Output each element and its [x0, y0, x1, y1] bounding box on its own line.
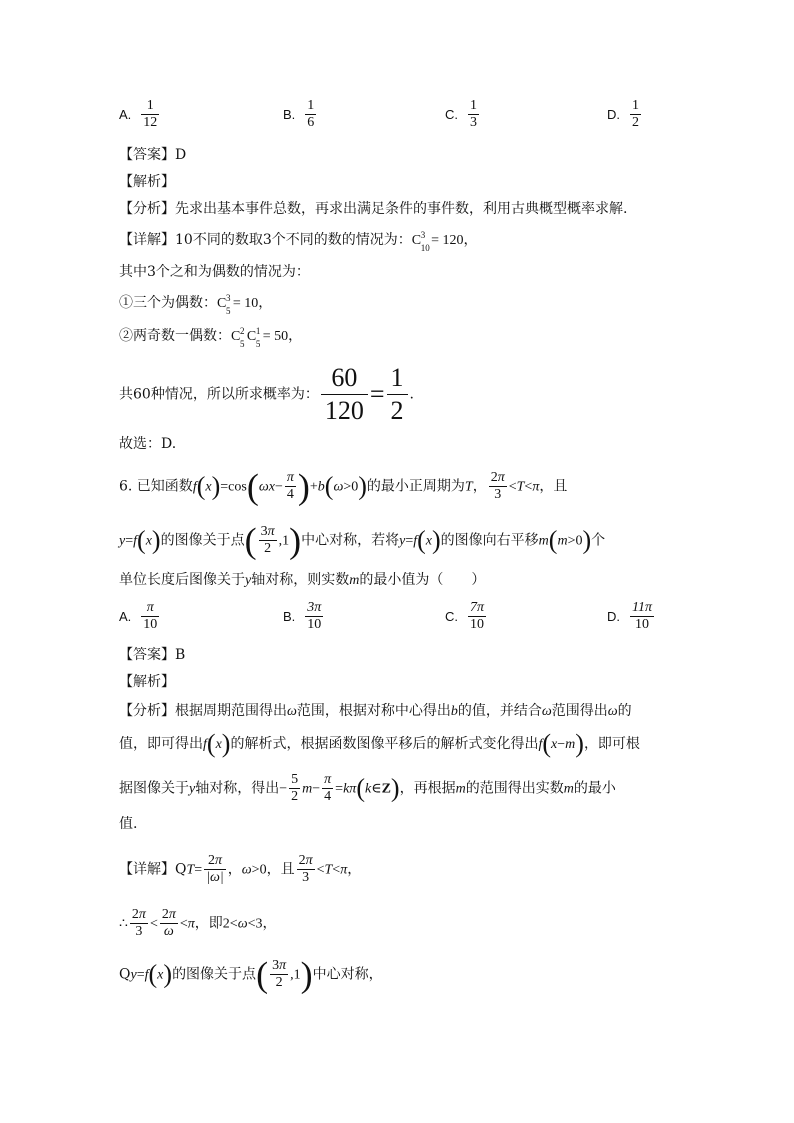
option-fraction: $\frac{1}{2}$ — [632, 98, 639, 130]
q6-fenxi-line3: 据图像关于y轴对称，得出− $\frac{5}{2}$ m− $\frac{\pi}{4}$ =kπ(k∈Z)，再根据m的范围得出实数m的最小 — [119, 772, 616, 804]
q5-detail-expr: = 120， — [431, 233, 478, 248]
combination-c-5-2: C 2 5 — [231, 326, 245, 349]
option-fraction: $\frac{7\pi}{10}$ — [470, 600, 485, 632]
option-fraction: $\frac{11\pi}{10}$ — [632, 600, 652, 632]
q5-prob-result: $\frac{1}{2}$ — [387, 362, 408, 427]
option-label: C. — [445, 107, 458, 122]
q5-detail-prefix: 【详解】10不同的数取3个不同的数的情况为： — [119, 232, 412, 248]
option-fraction: $\frac{1}{3}$ — [470, 98, 477, 130]
q6-stem-number: 6. 已知函数 — [119, 478, 193, 495]
q5-option-c — [445, 98, 481, 131]
q6-stem-center-text: 中心对称，若将 — [301, 532, 400, 549]
option-label: D. — [607, 107, 620, 122]
q5-case2 — [119, 326, 302, 347]
q6-detail-line3: Qy=f(x)的图像关于点( $\frac{3\pi}{2}$ ,1)中心对称， — [119, 954, 383, 995]
option-label: B. — [283, 107, 296, 122]
option-label: B. — [283, 609, 296, 624]
q5-total-line: 共60种情况，所以所求概率为： $\frac{60}{120}$ = $\frac{1}{2}$ . — [119, 363, 414, 425]
option-fraction: $\frac{1}{6}$ — [307, 98, 315, 130]
option-label: C. — [445, 609, 458, 624]
q6-stem-shift-text: 的图像向右平移 — [440, 532, 539, 549]
combination-c-10-3: C 3 10 — [411, 230, 430, 253]
q6-option-c — [445, 600, 488, 633]
q5-analysis-heading: 【解析】 — [119, 174, 175, 190]
q5-prob-fraction: $\frac{60}{120}$ — [321, 362, 368, 427]
option-fraction: $\frac{\pi}{10}$ — [143, 600, 158, 632]
q5-prob-equals: = — [369, 379, 385, 409]
q6-detail-line2: ∴ $\frac{2\pi}{3}$ < $\frac{2\pi}{\omega}$ <π，即2<ω<3， — [119, 907, 277, 939]
q5-case2-prefix: ②两奇数一偶数： — [119, 328, 231, 344]
option-label: D. — [607, 609, 620, 624]
option-label: A. — [119, 107, 132, 122]
q6-function-def: f — [192, 479, 197, 495]
combination-c-5-1: C 1 5 — [246, 326, 261, 349]
q5-detail-line — [119, 230, 477, 251]
q5-case1 — [119, 293, 272, 314]
q6-stem-and: ，且 — [539, 478, 568, 495]
q5-conclusion: 故选：D. — [119, 436, 177, 452]
q6-stem-line2: y=f(x)的图像关于点( $\frac{3\pi}{2}$ ,1)中心对称，若将y=f(x)的图像向右平移m(m>0)个 — [119, 520, 606, 561]
combination-c-5-3: C 3 5 — [217, 293, 231, 316]
q6-fenxi-line1: 【分析】根据周期范围得出ω范围，根据对称中心得出b的值，并结合ω范围得出ω的 — [119, 703, 632, 719]
q6-option-a — [119, 600, 161, 633]
q5-case1-expr: = 10， — [232, 296, 273, 311]
q5-answer: 【答案】D — [119, 147, 187, 163]
q5-case2-expr: = 50， — [262, 329, 303, 344]
option-fraction: $\frac{1}{12}$ — [143, 98, 158, 130]
q5-total-prefix: 共60种情况，所以所求概率为： — [119, 386, 319, 403]
option-fraction: $\frac{3\pi}{10}$ — [307, 600, 322, 632]
q6-fenxi-line2: 值，即可得出f(x)的解析式，根据函数图像平移后的解析式变化得出f(x−m)，即可根 — [119, 729, 640, 758]
q6-stem-line1: 6. 已知函数f(x)=cos(ωx− $\frac{\pi}{4}$ )+b(ω>0)的最小正周期为T， $\frac{2\pi}{3}$ <T<π，且 — [119, 466, 568, 507]
q6-option-d — [607, 600, 656, 633]
q5-case1-prefix: ①三个为偶数： — [119, 295, 217, 311]
q5-option-b — [283, 98, 318, 131]
q6-analysis-heading: 【解析】 — [119, 674, 175, 690]
q6-stem-symmetric-text: 的图像关于点 — [160, 532, 245, 549]
q6-answer: 【答案】B — [119, 647, 186, 663]
q6-detail-line1: 【详解】QT= $\frac{2\pi}{|\omega|}$ ，ω>0，且 $\frac{2\pi}{3}$ <T<π， — [119, 853, 362, 885]
option-label: A. — [119, 609, 132, 624]
q6-fenxi-line4: 值. — [119, 816, 138, 832]
q6-option-b — [283, 600, 325, 633]
q6-stem-period-text: 的最小正周期为 — [366, 478, 465, 495]
q6-stem-line3: 单位长度后图像关于y轴对称，则实数m的最小值为（ ） — [119, 572, 486, 588]
q5-option-a — [119, 98, 161, 131]
q5-even-line: 其中3个之和为偶数的情况为： — [119, 264, 310, 280]
q6-stem-ge: 个 — [591, 532, 606, 549]
q5-option-d — [607, 98, 643, 131]
q5-fenxi: 【分析】先求出基本事件总数，再求出满足条件的事件数，利用古典概型概率求解. — [119, 201, 628, 217]
